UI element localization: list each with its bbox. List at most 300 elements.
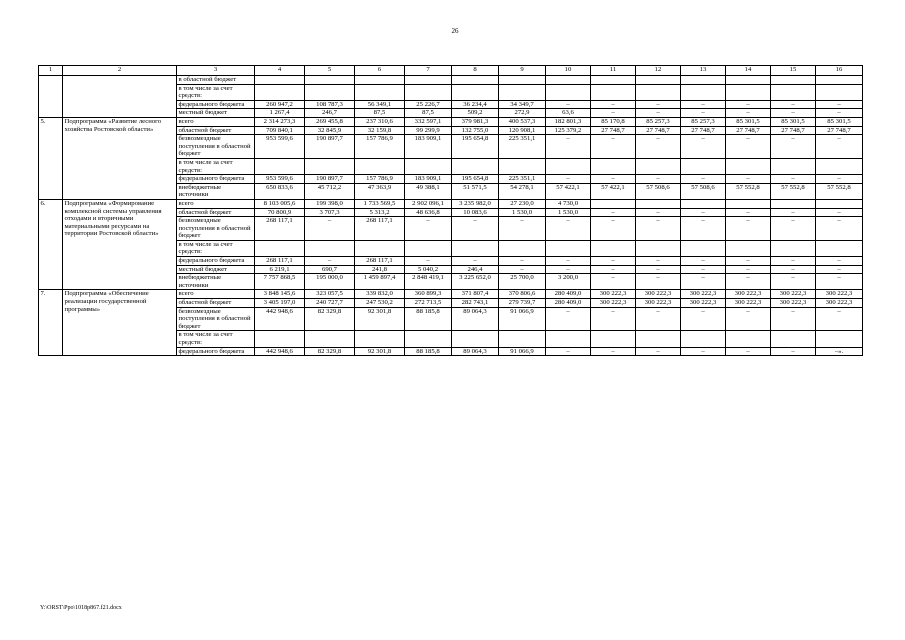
value-cell: 272 713,5 <box>405 299 452 308</box>
value-cell: –». <box>816 347 863 356</box>
value-cell: – <box>726 135 771 159</box>
value-cell: – <box>681 109 726 118</box>
value-cell: 10 083,6 <box>452 208 499 217</box>
value-cell: 34 349,7 <box>499 100 546 109</box>
value-cell: – <box>546 347 591 356</box>
value-cell: – <box>816 257 863 266</box>
value-cell: – <box>771 135 816 159</box>
value-cell <box>591 158 636 174</box>
value-cell: 57 552,8 <box>726 183 771 199</box>
funding-source-cell: в том числе за счет средств: <box>177 158 255 174</box>
value-cell <box>681 84 726 100</box>
value-cell <box>726 240 771 256</box>
value-cell: – <box>636 135 681 159</box>
value-cell: – <box>681 135 726 159</box>
column-number-row <box>39 66 863 76</box>
value-cell: – <box>681 208 726 217</box>
value-cell: 247 530,2 <box>355 299 405 308</box>
value-cell: 1 459 897,4 <box>355 274 405 290</box>
value-cell: – <box>681 307 726 331</box>
value-cell: 246,4 <box>452 265 499 274</box>
value-cell: – <box>636 265 681 274</box>
value-cell: – <box>816 307 863 331</box>
value-cell: 25 226,7 <box>405 100 452 109</box>
value-cell: 280 409,0 <box>546 299 591 308</box>
value-cell: – <box>816 100 863 109</box>
value-cell: 87,5 <box>405 109 452 118</box>
value-cell <box>816 158 863 174</box>
value-cell: – <box>591 274 636 290</box>
value-cell: 27 748,7 <box>591 126 636 135</box>
funding-source-cell: в том числе за счет средств: <box>177 240 255 256</box>
column-header-9: 9 <box>499 66 546 76</box>
value-cell: – <box>636 109 681 118</box>
value-cell: 57 422,1 <box>591 183 636 199</box>
value-cell: – <box>591 265 636 274</box>
value-cell: – <box>771 100 816 109</box>
value-cell: 157 786,9 <box>355 135 405 159</box>
value-cell <box>405 331 452 347</box>
value-cell: 48 636,8 <box>405 208 452 217</box>
value-cell: – <box>636 217 681 241</box>
value-cell: – <box>681 265 726 274</box>
value-cell <box>771 158 816 174</box>
value-cell: – <box>591 347 636 356</box>
value-cell: 32 159,8 <box>355 126 405 135</box>
value-cell: 2 314 273,3 <box>255 117 305 126</box>
value-cell: 2 902 096,1 <box>405 199 452 208</box>
value-cell: – <box>726 217 771 241</box>
value-cell <box>636 240 681 256</box>
value-cell: 182 801,3 <box>546 117 591 126</box>
value-cell: 3 848 145,6 <box>255 290 305 299</box>
value-cell <box>681 199 726 208</box>
table-row <box>39 290 863 299</box>
value-cell: 509,2 <box>452 109 499 118</box>
value-cell <box>355 84 405 100</box>
value-cell: 241,8 <box>355 265 405 274</box>
value-cell <box>816 76 863 85</box>
value-cell: 8 103 005,6 <box>255 199 305 208</box>
value-cell: 132 755,0 <box>452 126 499 135</box>
value-cell <box>546 84 591 100</box>
value-cell <box>305 331 355 347</box>
value-cell: – <box>546 257 591 266</box>
value-cell: – <box>726 347 771 356</box>
value-cell <box>771 84 816 100</box>
funding-source-cell: федерального бюджета <box>177 100 255 109</box>
value-cell: – <box>681 257 726 266</box>
value-cell: 268 117,1 <box>255 257 305 266</box>
value-cell: – <box>771 257 816 266</box>
value-cell: 85 257,3 <box>636 117 681 126</box>
value-cell: 32 845,9 <box>305 126 355 135</box>
value-cell: – <box>681 217 726 241</box>
value-cell <box>546 76 591 85</box>
value-cell <box>405 76 452 85</box>
value-cell: – <box>591 217 636 241</box>
value-cell: 300 222,3 <box>816 299 863 308</box>
page-number: 26 <box>451 27 459 35</box>
value-cell: – <box>546 307 591 331</box>
funding-source-cell: безвозмездные поступления в областной бюджет <box>177 307 255 331</box>
value-cell: 88 185,8 <box>405 347 452 356</box>
value-cell <box>499 158 546 174</box>
value-cell <box>726 76 771 85</box>
value-cell: 157 786,9 <box>355 175 405 184</box>
column-header-8: 8 <box>452 66 499 76</box>
value-cell: – <box>591 307 636 331</box>
file-path-footer: Y:\ORST\Ppo\1018p867.f21.docx <box>40 605 122 611</box>
value-cell <box>405 240 452 256</box>
value-cell <box>591 199 636 208</box>
value-cell: 300 222,3 <box>591 299 636 308</box>
value-cell: 57 508,6 <box>681 183 726 199</box>
column-header-5: 5 <box>305 66 355 76</box>
value-cell: 268 117,1 <box>255 217 305 241</box>
value-cell <box>452 240 499 256</box>
value-cell <box>816 199 863 208</box>
value-cell: 82 329,8 <box>305 347 355 356</box>
value-cell: – <box>726 100 771 109</box>
value-cell <box>405 84 452 100</box>
value-cell: 54 278,1 <box>499 183 546 199</box>
value-cell <box>636 84 681 100</box>
value-cell: 225 351,1 <box>499 175 546 184</box>
value-cell: 25 700,0 <box>499 274 546 290</box>
value-cell: – <box>546 135 591 159</box>
value-cell: 5 040,2 <box>405 265 452 274</box>
value-cell <box>452 76 499 85</box>
table-row <box>39 117 863 126</box>
value-cell: 91 066,9 <box>499 347 546 356</box>
value-cell: – <box>816 265 863 274</box>
value-cell <box>255 84 305 100</box>
budget-table-container <box>38 65 862 356</box>
value-cell <box>355 158 405 174</box>
column-header-7: 7 <box>405 66 452 76</box>
budget-table <box>38 65 863 356</box>
value-cell <box>305 158 355 174</box>
value-cell: 280 409,0 <box>546 290 591 299</box>
column-header-13: 13 <box>681 66 726 76</box>
value-cell: 442 948,6 <box>255 347 305 356</box>
column-header-16: 16 <box>816 66 863 76</box>
funding-source-cell: местный бюджет <box>177 109 255 118</box>
value-cell: 183 909,1 <box>405 175 452 184</box>
value-cell: 85 257,3 <box>681 117 726 126</box>
value-cell <box>816 240 863 256</box>
value-cell: – <box>591 109 636 118</box>
value-cell: 63,6 <box>546 109 591 118</box>
value-cell: – <box>771 307 816 331</box>
value-cell: – <box>681 100 726 109</box>
table-row <box>39 199 863 208</box>
value-cell: 57 508,6 <box>636 183 681 199</box>
value-cell <box>452 158 499 174</box>
value-cell <box>546 240 591 256</box>
value-cell: – <box>591 175 636 184</box>
value-cell <box>305 84 355 100</box>
value-cell: – <box>816 175 863 184</box>
value-cell: – <box>636 274 681 290</box>
value-cell: 1 530,0 <box>499 208 546 217</box>
value-cell: – <box>771 347 816 356</box>
value-cell <box>255 158 305 174</box>
value-cell: – <box>771 217 816 241</box>
value-cell: – <box>546 265 591 274</box>
value-cell: 6 219,1 <box>255 265 305 274</box>
row-number-cell <box>39 76 63 118</box>
value-cell: – <box>726 175 771 184</box>
value-cell <box>636 331 681 347</box>
value-cell: 279 739,7 <box>499 299 546 308</box>
value-cell <box>499 84 546 100</box>
value-cell <box>405 158 452 174</box>
value-cell: 360 899,3 <box>405 290 452 299</box>
value-cell: 300 222,3 <box>771 299 816 308</box>
value-cell <box>726 84 771 100</box>
value-cell: – <box>405 257 452 266</box>
value-cell <box>681 240 726 256</box>
funding-source-cell: всего <box>177 290 255 299</box>
value-cell <box>816 84 863 100</box>
value-cell: – <box>546 100 591 109</box>
column-header-6: 6 <box>355 66 405 76</box>
funding-source-cell: внебюджетные источники <box>177 183 255 199</box>
value-cell: – <box>636 175 681 184</box>
value-cell: 282 743,1 <box>452 299 499 308</box>
value-cell: 183 909,1 <box>405 135 452 159</box>
value-cell <box>681 158 726 174</box>
value-cell <box>499 76 546 85</box>
value-cell: – <box>771 208 816 217</box>
value-cell: 27 230,0 <box>499 199 546 208</box>
value-cell: 371 807,4 <box>452 290 499 299</box>
value-cell: – <box>499 217 546 241</box>
value-cell: – <box>816 217 863 241</box>
value-cell <box>771 76 816 85</box>
value-cell: – <box>726 109 771 118</box>
value-cell: 27 748,7 <box>726 126 771 135</box>
value-cell: 85 301,5 <box>771 117 816 126</box>
value-cell: 400 537,3 <box>499 117 546 126</box>
value-cell: – <box>499 265 546 274</box>
value-cell <box>726 158 771 174</box>
value-cell: – <box>452 257 499 266</box>
value-cell: – <box>681 175 726 184</box>
value-cell: 300 222,3 <box>636 299 681 308</box>
value-cell: – <box>591 208 636 217</box>
value-cell: – <box>546 217 591 241</box>
row-number-cell: 6. <box>39 199 63 290</box>
value-cell: 332 597,1 <box>405 117 452 126</box>
value-cell: 953 599,6 <box>255 175 305 184</box>
value-cell <box>355 331 405 347</box>
value-cell: – <box>636 307 681 331</box>
value-cell: 300 222,3 <box>726 290 771 299</box>
column-header-15: 15 <box>771 66 816 76</box>
value-cell: 108 787,3 <box>305 100 355 109</box>
value-cell: 300 222,3 <box>726 299 771 308</box>
value-cell: – <box>726 257 771 266</box>
value-cell: 89 064,3 <box>452 347 499 356</box>
value-cell: 3 225 652,0 <box>452 274 499 290</box>
value-cell: 650 833,6 <box>255 183 305 199</box>
value-cell: – <box>681 347 726 356</box>
value-cell: 5 313,2 <box>355 208 405 217</box>
value-cell: 199 398,0 <box>305 199 355 208</box>
value-cell: 1 267,4 <box>255 109 305 118</box>
value-cell: 92 301,8 <box>355 307 405 331</box>
value-cell <box>305 76 355 85</box>
value-cell: – <box>726 265 771 274</box>
value-cell: 953 599,6 <box>255 135 305 159</box>
value-cell: 339 832,0 <box>355 290 405 299</box>
column-header-4: 4 <box>255 66 305 76</box>
funding-source-cell: всего <box>177 117 255 126</box>
value-cell: 2 848 419,1 <box>405 274 452 290</box>
value-cell: 57 422,1 <box>546 183 591 199</box>
value-cell: 709 840,1 <box>255 126 305 135</box>
table-body <box>39 76 863 356</box>
value-cell: 1 733 569,5 <box>355 199 405 208</box>
value-cell: 225 351,1 <box>499 135 546 159</box>
value-cell: – <box>636 257 681 266</box>
funding-source-cell: местный бюджет <box>177 265 255 274</box>
value-cell: – <box>305 217 355 241</box>
value-cell: 57 552,8 <box>771 183 816 199</box>
value-cell <box>499 331 546 347</box>
value-cell: – <box>726 208 771 217</box>
funding-source-cell: областной бюджет <box>177 299 255 308</box>
value-cell <box>636 76 681 85</box>
column-header-3: 3 <box>177 66 255 76</box>
funding-source-cell: всего <box>177 199 255 208</box>
value-cell <box>355 240 405 256</box>
value-cell: – <box>771 175 816 184</box>
value-cell <box>546 158 591 174</box>
value-cell: 300 222,3 <box>681 290 726 299</box>
subprogram-name-cell: Подпрограмма «Обеспечение реализации государственной программы» <box>63 290 177 356</box>
value-cell: 246,7 <box>305 109 355 118</box>
value-cell <box>305 240 355 256</box>
table-row <box>39 76 863 85</box>
funding-source-cell: федерального бюджета <box>177 257 255 266</box>
value-cell <box>591 76 636 85</box>
funding-source-cell: в том числе за счет средств: <box>177 84 255 100</box>
value-cell: 370 806,6 <box>499 290 546 299</box>
value-cell: – <box>771 265 816 274</box>
value-cell <box>546 331 591 347</box>
value-cell: 323 057,5 <box>305 290 355 299</box>
value-cell <box>452 84 499 100</box>
value-cell: 1 530,0 <box>546 208 591 217</box>
subprogram-name-cell: Подпрограмма «Формирование комплексной системы управления отходами и вторичными материальными ресурсами на территории Ростовской области» <box>63 199 177 290</box>
value-cell: 300 222,3 <box>771 290 816 299</box>
value-cell <box>452 331 499 347</box>
funding-source-cell: в областной бюджет <box>177 76 255 85</box>
funding-source-cell: областной бюджет <box>177 208 255 217</box>
value-cell: 300 222,3 <box>636 290 681 299</box>
value-cell: – <box>726 307 771 331</box>
funding-source-cell: федерального бюджета <box>177 347 255 356</box>
value-cell: 190 897,7 <box>305 175 355 184</box>
value-cell: – <box>405 217 452 241</box>
value-cell: 272,9 <box>499 109 546 118</box>
value-cell: 85 170,8 <box>591 117 636 126</box>
value-cell: – <box>591 257 636 266</box>
value-cell <box>636 158 681 174</box>
column-header-12: 12 <box>636 66 681 76</box>
value-cell: 92 301,8 <box>355 347 405 356</box>
column-header-11: 11 <box>591 66 636 76</box>
funding-source-cell: внебюджетные источники <box>177 274 255 290</box>
row-number-cell: 7. <box>39 290 63 356</box>
value-cell: 125 379,2 <box>546 126 591 135</box>
value-cell: – <box>499 257 546 266</box>
value-cell <box>591 331 636 347</box>
value-cell: 27 748,7 <box>816 126 863 135</box>
value-cell: – <box>636 100 681 109</box>
value-cell: 36 234,4 <box>452 100 499 109</box>
value-cell <box>499 240 546 256</box>
funding-source-cell: безвозмездные поступления в областной бюджет <box>177 217 255 241</box>
value-cell <box>255 240 305 256</box>
value-cell: 57 552,8 <box>816 183 863 199</box>
value-cell <box>255 76 305 85</box>
subprogram-name-cell: Подпрограмма «Развитие лесного хозяйства Ростовской области» <box>63 117 177 199</box>
funding-source-cell: в том числе за счет средств: <box>177 331 255 347</box>
value-cell: 7 757 868,5 <box>255 274 305 290</box>
value-cell: 51 571,5 <box>452 183 499 199</box>
subprogram-name-cell <box>63 76 177 118</box>
value-cell <box>726 199 771 208</box>
value-cell <box>681 76 726 85</box>
value-cell: 49 388,1 <box>405 183 452 199</box>
value-cell: 190 897,7 <box>305 135 355 159</box>
value-cell <box>771 331 816 347</box>
value-cell <box>255 331 305 347</box>
value-cell: 690,7 <box>305 265 355 274</box>
funding-source-cell: федерального бюджета <box>177 175 255 184</box>
value-cell: 120 908,1 <box>499 126 546 135</box>
value-cell: – <box>771 109 816 118</box>
value-cell: 99 299,9 <box>405 126 452 135</box>
value-cell: 269 455,8 <box>305 117 355 126</box>
value-cell: – <box>771 274 816 290</box>
value-cell: 27 748,7 <box>636 126 681 135</box>
value-cell: – <box>816 135 863 159</box>
value-cell: 45 712,2 <box>305 183 355 199</box>
value-cell: 237 310,6 <box>355 117 405 126</box>
value-cell <box>816 331 863 347</box>
value-cell: 88 185,8 <box>405 307 452 331</box>
value-cell: 3 405 197,0 <box>255 299 305 308</box>
value-cell <box>355 76 405 85</box>
value-cell <box>771 240 816 256</box>
value-cell <box>726 331 771 347</box>
row-number-cell: 5. <box>39 117 63 199</box>
value-cell: – <box>591 100 636 109</box>
value-cell: – <box>816 274 863 290</box>
value-cell: 85 301,5 <box>726 117 771 126</box>
value-cell <box>591 240 636 256</box>
value-cell: 87,5 <box>355 109 405 118</box>
value-cell <box>771 199 816 208</box>
value-cell: 379 981,3 <box>452 117 499 126</box>
value-cell: – <box>726 274 771 290</box>
